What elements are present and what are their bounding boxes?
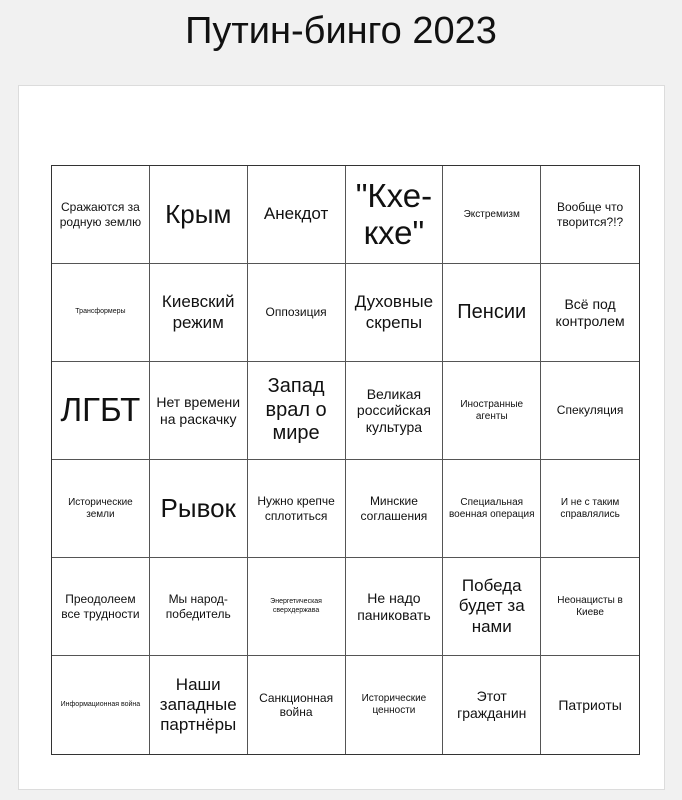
bingo-cell: ЛГБТ (52, 362, 150, 460)
bingo-cell: Информационная война (52, 656, 150, 754)
bingo-cell: Спекуляция (541, 362, 639, 460)
bingo-cell: Патриоты (558, 696, 622, 713)
bingo-cell: Киевский режим (150, 264, 248, 362)
bingo-cell: "Кхе-кхе" (346, 166, 444, 264)
bingo-cell: Трансформеры (52, 264, 150, 362)
bingo-cell: Исторические земли (52, 460, 150, 558)
bingo-cell: Этот гражданин (443, 656, 541, 754)
bingo-cell: Сражаются за родную землю (52, 166, 150, 264)
bingo-cell: Преодолеем все трудности (52, 558, 150, 656)
bingo-cell: Экстремизм (443, 166, 541, 264)
bingo-cell: Нет времени на раскачку (150, 362, 248, 460)
bingo-cell: Пенсии (443, 264, 541, 362)
page-title: Путин-бинго 2023 (185, 10, 497, 52)
bingo-cell: Минские соглашения (346, 460, 444, 558)
bingo-cell: Великая российская культура (346, 362, 444, 460)
bingo-cell: Неонацисты в Киеве (541, 558, 639, 656)
bingo-cell: Не надо паниковать (346, 558, 444, 656)
bingo-cell: Рывок (150, 460, 248, 558)
bingo-cell: И не с таким справлялись (541, 460, 639, 558)
bingo-grid (51, 165, 640, 755)
bingo-cell: Санкционная война (248, 656, 346, 754)
bingo-cell: Нужно крепче сплотиться (248, 460, 346, 558)
bingo-cell: Крым (150, 166, 248, 264)
bingo-cell: Мы народ-победитель (150, 558, 248, 656)
bingo-cell: Исторические ценности (346, 656, 444, 754)
bingo-cell: Всё под контролем (541, 264, 639, 362)
bingo-cell: Специальная военная операция (443, 460, 541, 558)
bingo-cell: Оппозиция (248, 264, 346, 362)
bingo-cell: Вообще что творится?!? (541, 166, 639, 264)
bingo-cell: Победа будет за нами (443, 558, 541, 656)
bingo-cell: Духовные скрепы (346, 264, 444, 362)
bingo-cell: Наши западные партнёры (150, 656, 248, 754)
bingo-cell: Анекдот (248, 166, 346, 264)
bingo-cell: Иностранные агенты (443, 362, 541, 460)
bingo-cell: Запад врал о мире (248, 362, 346, 460)
bingo-cell: Энергетическая сверхдержава (248, 558, 346, 656)
